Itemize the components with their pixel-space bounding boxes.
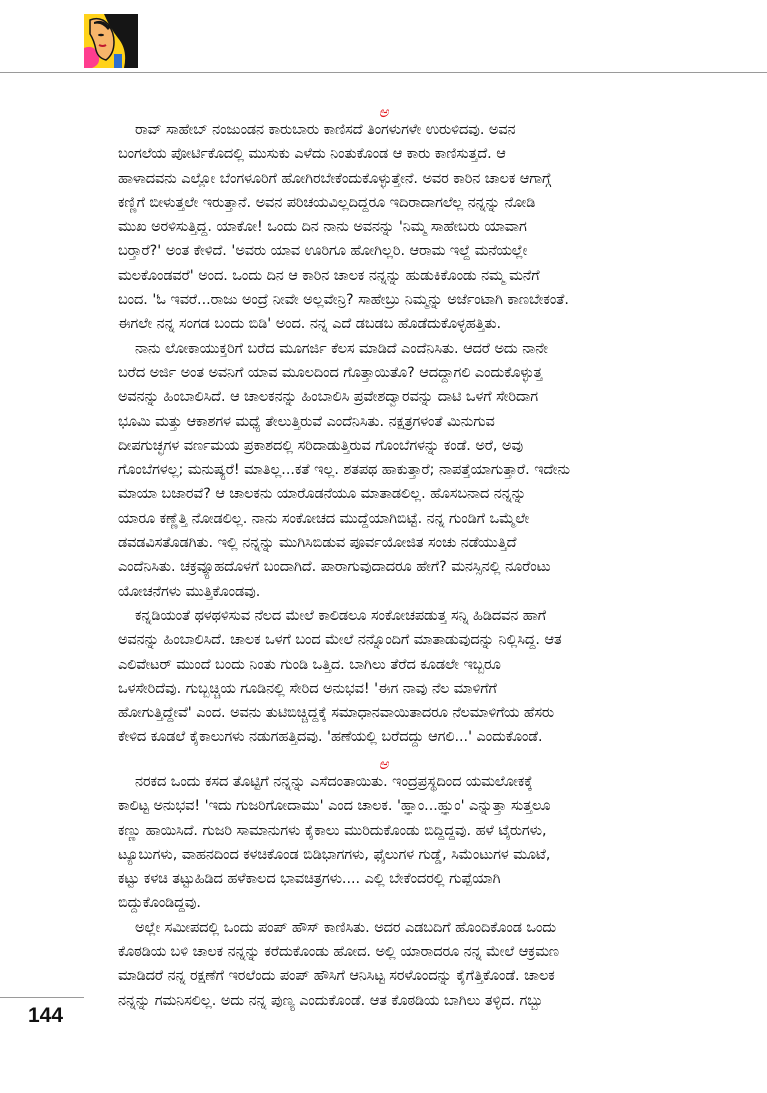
text-block-1 (118, 118, 680, 750)
text-line: ಒಳಸೇರಿದೆವು. ಗುಬ್ಬಚ್ಚಿಯ ಗೂಡಿನಲ್ಲಿ ಸೇರಿದ ಅನುಭವ! 'ಈಗ ನಾವು ನೆಲ ಮಾಳಿಗೆಗೆ (118, 680, 497, 697)
text-line: ಡವಡವಿಸತೊಡಗಿತು. ಇಲ್ಲಿ ನನ್ನನ್ನು ಮುಗಿಸಿಬಿಡುವ ಪೂರ್ವಯೋಜಿತ ಸಂಚು ನಡೆಯುತ್ತಿದೆ (118, 535, 517, 552)
text-line: ಹಾಳಾದವನು ಎಲ್ಲೋ ಬೆಂಗಳೂರಿಗೆ ಹೋಗಿರಬೇಕೆಂದುಕೊಳ್ಳುತ್ತೇನೆ. ಅವರ ಕಾರಿನ ಚಾಲಕ ಆಗಾಗ್ಗೆ (118, 170, 552, 187)
text-line: ಟ್ಯೂಬುಗಳು, ವಾಹನದಿಂದ ಕಳಚಿಕೊಂಡ ಬಿಡಿಭಾಗಗಳು, ಫೈಲುಗಳ ಗುಡ್ಡೆ, ಸಿಮೆಂಟುಗಳ ಮೂಟೆ, (118, 846, 551, 863)
text-line: ಬಂದ. 'ಓ ಇವರೆ...ರಾಜು ಅಂದ್ರೆ ನೀವೇ ಅಲ್ಲವೇನ್ರಿ? ಸಾಹೇಬ್ರು ನಿಮ್ಮನ್ನು ಅರ್ಜೆಂಟಾಗಿ ಕಾಣಬೇಕಂತೆ. (118, 292, 569, 309)
text-line: ಅವನನ್ನು ಹಿಂಬಾಲಿಸಿದೆ. ಚಾಲಕ ಒಳಗೆ ಬಂದ ಮೇಲೆ ನನ್ನೊಂದಿಗೆ ಮಾತಾಡುವುದನ್ನು ನಿಲ್ಲಿಸಿದ್ದ. ಆತ (118, 632, 562, 649)
text-line: ನಾನು ಲೋಕಾಯುಕ್ತರಿಗೆ ಬರೆದ ಮೂಗರ್ಜಿ ಕೆಲಸ ಮಾಡಿದೆ ಎಂದೆನಿಸಿತು. ಆದರೆ ಅದು ನಾನೇ (135, 340, 548, 357)
text-line: ಕಾಲಿಟ್ಟ ಅನುಭವ! 'ಇದು ಗುಜರಿಗೋದಾಮು' ಎಂದ ಚಾಲಕ. 'ಹ್ಞಾಂ...ಹ್ಞುಂ' ಎನ್ನುತ್ತಾ ಸುತ್ತಲೂ (118, 798, 551, 815)
text-block-2 (118, 770, 680, 1013)
text-line: ಭೂಮಿ ಮತ್ತು ಆಕಾಶಗಳ ಮಧ್ಯೆ ತೇಲುತ್ತಿರುವೆ ಎಂದೆನಿಸಿತು. ನಕ್ಷತ್ರಗಳಂತೆ ಮಿನುಗುವ (118, 413, 495, 430)
text-line: ರಾವ್ ಸಾಹೇಬ್ ನಂಜುಂಡನ ಕಾರುಬಾರು ಕಾಣಿಸದೆ ತಿಂಗಳುಗಳೇ ಉರುಳಿದವು. ಅವನ (135, 122, 516, 138)
text-line: ಕೇಳಿದ ಕೂಡಲೆ ಕೈಕಾಲುಗಳು ನಡುಗಹತ್ತಿದವು. 'ಹಣೆಯಲ್ಲಿ ಬರೆದದ್ದು ಆಗಲಿ...' ಎಂದುಕೊಂಡೆ. (118, 729, 543, 746)
text-line: ಮಾಡಿದರೆ ನನ್ನ ರಕ್ಷಣೆಗೆ ಇರಲೆಂದು ಪಂಪ್ ಹೌಸಿಗೆ ಆನಿಸಿಟ್ಟ ಸರಳೊಂದನ್ನು ಕೈಗೆತ್ತಿಕೊಂಡೆ. ಚಾಲಕ (118, 968, 555, 985)
text-line: ಮಲಕೊಂಡವರೆ' ಅಂದ. ಒಂದು ದಿನ ಆ ಕಾರಿನ ಚಾಲಕ ನನ್ನನ್ನು ಹುಡುಕಿಕೊಂಡು ನಮ್ಮ ಮನೆಗೆ (118, 267, 540, 284)
text-line: ಯಾರೂ ಕಣ್ಣೆತ್ತಿ ನೋಡಲಿಲ್ಲ. ನಾನು ಸಂಕೋಚದ ಮುದ್ದೆಯಾಗಿಬಿಟ್ಟೆ. ನನ್ನ ಗುಂಡಿಗೆ ಒಮ್ಮೆಲೇ (118, 510, 530, 527)
text-line: ಕೊಠಡಿಯ ಬಳಿ ಚಾಲಕ ನನ್ನನ್ನು ಕರೆದುಕೊಂಡು ಹೋದ. ಅಲ್ಲಿ ಯಾರಾದರೂ ನನ್ನ ಮೇಲೆ ಆಕ್ರಮಣ (118, 944, 559, 961)
footer-rule (0, 997, 84, 998)
text-line: ಎಲಿವೇಟರ್ ಮುಂದೆ ಬಂದು ನಿಂತು ಗುಂಡಿ ಒತ್ತಿದ. ಬಾಗಿಲು ತೆರೆದ ಕೂಡಲೇ ಇಬ್ಬರೂ (118, 656, 501, 673)
text-line: ಹೋಗುತ್ತಿದ್ದೇವೆ' ಎಂದ. ಅವನು ತುಟಿಬಿಚ್ಚಿದ್ದಕ್ಕೆ ಸಮಾಧಾನವಾಯಿತಾದರೂ ನೆಲಮಾಳಿಗೆಯ ಹೆಸರು (118, 705, 555, 722)
text-line: ಬಂಗಲೆಯ ಪೋರ್ಟಿಕೊದಲ್ಲಿ ಮುಸುಕು ಎಳೆದು ನಿಂತುಕೊಂಡ ಆ ಕಾರು ಕಾಣಿಸುತ್ತದೆ. ಆ (118, 146, 506, 163)
text-line: ಗೊಂಬೆಗಳಲ್ಲ; ಮನುಷ್ಯರೆ! ಮಾತಿಲ್ಲ...ಕತೆ ಇಲ್ಲ. ಶತಪಥ ಹಾಕುತ್ತಾರೆ; ನಾಪತ್ತೆಯಾಗುತ್ತಾರೆ. ಇದೇನು (118, 462, 570, 479)
text-line: ದೀಪಗುಚ್ಛಗಳ ವರ್ಣಮಯ ಪ್ರಕಾಶದಲ್ಲಿ ಸರಿದಾಡುತ್ತಿರುವ ಗೊಂಬೆಗಳನ್ನು ಕಂಡೆ. ಅರೆ, ಅವು (118, 437, 524, 454)
text-line: ಕಣ್ಣಿಗೆ ಬೀಳುತ್ತಲೇ ಇರುತ್ತಾನೆ. ಅವನ ಪರಿಚಯವಿಲ್ಲದಿದ್ದರೂ ಇದಿರಾದಾಗಲೆಲ್ಲ ನನ್ನನ್ನು ನೋಡಿ (118, 194, 536, 211)
section-divider-icon: ಅ (378, 103, 389, 121)
text-line: ನನ್ನನ್ನು ಗಮನಿಸಲಿಲ್ಲ. ಅದು ನನ್ನ ಪುಣ್ಯ ಎಂದುಕೊಂಡೆ. ಆತ ಕೊಠಡಿಯ ಬಾಗಿಲು ತಳ್ಳಿದ. ಗಬ್ಬು (118, 992, 544, 1009)
text-line: ಕಣ್ಣು ಹಾಯಿಸಿದೆ. ಗುಜರಿ ಸಾಮಾನುಗಳು ಕೈಕಾಲು ಮುರಿದುಕೊಂಡು ಬಿದ್ದಿದ್ದವು. ಹಳೆ ಟೈರುಗಳು, (118, 822, 547, 839)
page-number: 144 (28, 1004, 64, 1027)
section-divider-icon: ಅ (378, 755, 389, 773)
text-line: ಮುಖ ಅರಳಿಸುತ್ತಿದ್ದ. ಯಾಕೋ! ಒಂದು ದಿನ ನಾನು ಅವನನ್ನು 'ನಿಮ್ಮ ಸಾಹೇಬರು ಯಾವಾಗ (118, 219, 527, 236)
text-line: ಯೋಚನೆಗಳು ಮುತ್ತಿಕೊಂಡವು. (118, 583, 261, 600)
book-logo-icon (84, 14, 138, 68)
text-line: ಎಂದೆನಿಸಿತು. ಚಕ್ರವ್ಯೂಹದೊಳಗೆ ಬಂದಾಗಿದೆ. ಪಾರಾಗುವುದಾದರೂ ಹೇಗೆ? ಮನಸ್ಸಿನಲ್ಲಿ ನೂರೆಂಟು (118, 559, 551, 576)
text-line: ಅಲ್ಲೇ ಸಮೀಪದಲ್ಲಿ ಒಂದು ಪಂಪ್ ಹೌಸ್ ಕಾಣಿಸಿತು. ಅದರ ಎಡಬದಿಗೆ ಹೊಂದಿಕೊಂಡ ಒಂದು (135, 919, 557, 936)
text-line: ಅವನನ್ನು ಹಿಂಬಾಲಿಸಿದೆ. ಆ ಚಾಲಕನನ್ನು ಹಿಂಬಾಲಿಸಿ ಪ್ರವೇಶದ್ವಾರವನ್ನು ದಾಟಿ ಒಳಗೆ ಸೇರಿದಾಗ (118, 389, 538, 406)
text-line: ಬರೆದ ಅರ್ಜಿ ಅಂತ ಅವನಿಗೆ ಯಾವ ಮೂಲದಿಂದ ಗೊತ್ತಾಯಿತೊ? ಆದದ್ದಾಗಲಿ ಎಂದುಕೊಳ್ಳುತ್ತ (118, 364, 543, 381)
header-rule (0, 72, 767, 73)
text-line: ಮಾಯಾ ಬಜಾರವೆ? ಆ ಚಾಲಕನು ಯಾರೊಡನೆಯೂ ಮಾತಾಡಲಿಲ್ಲ. ಹೊಸಬನಾದ ನನ್ನನ್ನು (118, 486, 527, 503)
text-line: ಕನ್ನಡಿಯಂತೆ ಥಳಥಳಿಸುವ ನೆಲದ ಮೇಲೆ ಕಾಲಿಡಲೂ ಸಂಕೋಚಪಡುತ್ತ ಸನ್ನಿ ಹಿಡಿದವನ ಹಾಗೆ (135, 607, 547, 624)
text-line: ಕಟ್ಟು ಕಳಚಿ ತಟ್ಟುಹಿಡಿದ ಹಳೆಕಾಲದ ಭಾವಚಿತ್ರಗಳು.... ಎಲ್ಲಿ ಬೇಕೆಂದರಲ್ಲಿ ಗುಪ್ಪೆಯಾಗಿ (118, 871, 501, 888)
text-line: ಬರ್‍ತಾರೆ?' ಅಂತ ಕೇಳಿದೆ. 'ಅವರು ಯಾವ ಊರಿಗೂ ಹೋಗಿಲ್ಲರಿ. ಆರಾಮ ಇಲ್ದೆ ಮನೆಯಲ್ಲೇ (118, 243, 528, 260)
text-line: ಬಿದ್ದುಕೊಂಡಿದ್ದವು. (118, 895, 201, 912)
text-line: ಈಗಲೇ ನನ್ನ ಸಂಗಡ ಬಂದು ಬಿಡಿ' ಅಂದ. ನನ್ನ ಎದೆ ಡಬಡಬ ಹೊಡೆದುಕೊಳ್ಳಹತ್ತಿತು. (118, 316, 502, 333)
text-line: ನರಕದ ಒಂದು ಕಸದ ತೊಟ್ಟಿಗೆ ನನ್ನನ್ನು ಎಸೆದಂತಾಯಿತು. ಇಂದ್ರಪ್ರಸ್ಥದಿಂದ ಯಮಲೋಕಕ್ಕೆ (135, 774, 533, 790)
